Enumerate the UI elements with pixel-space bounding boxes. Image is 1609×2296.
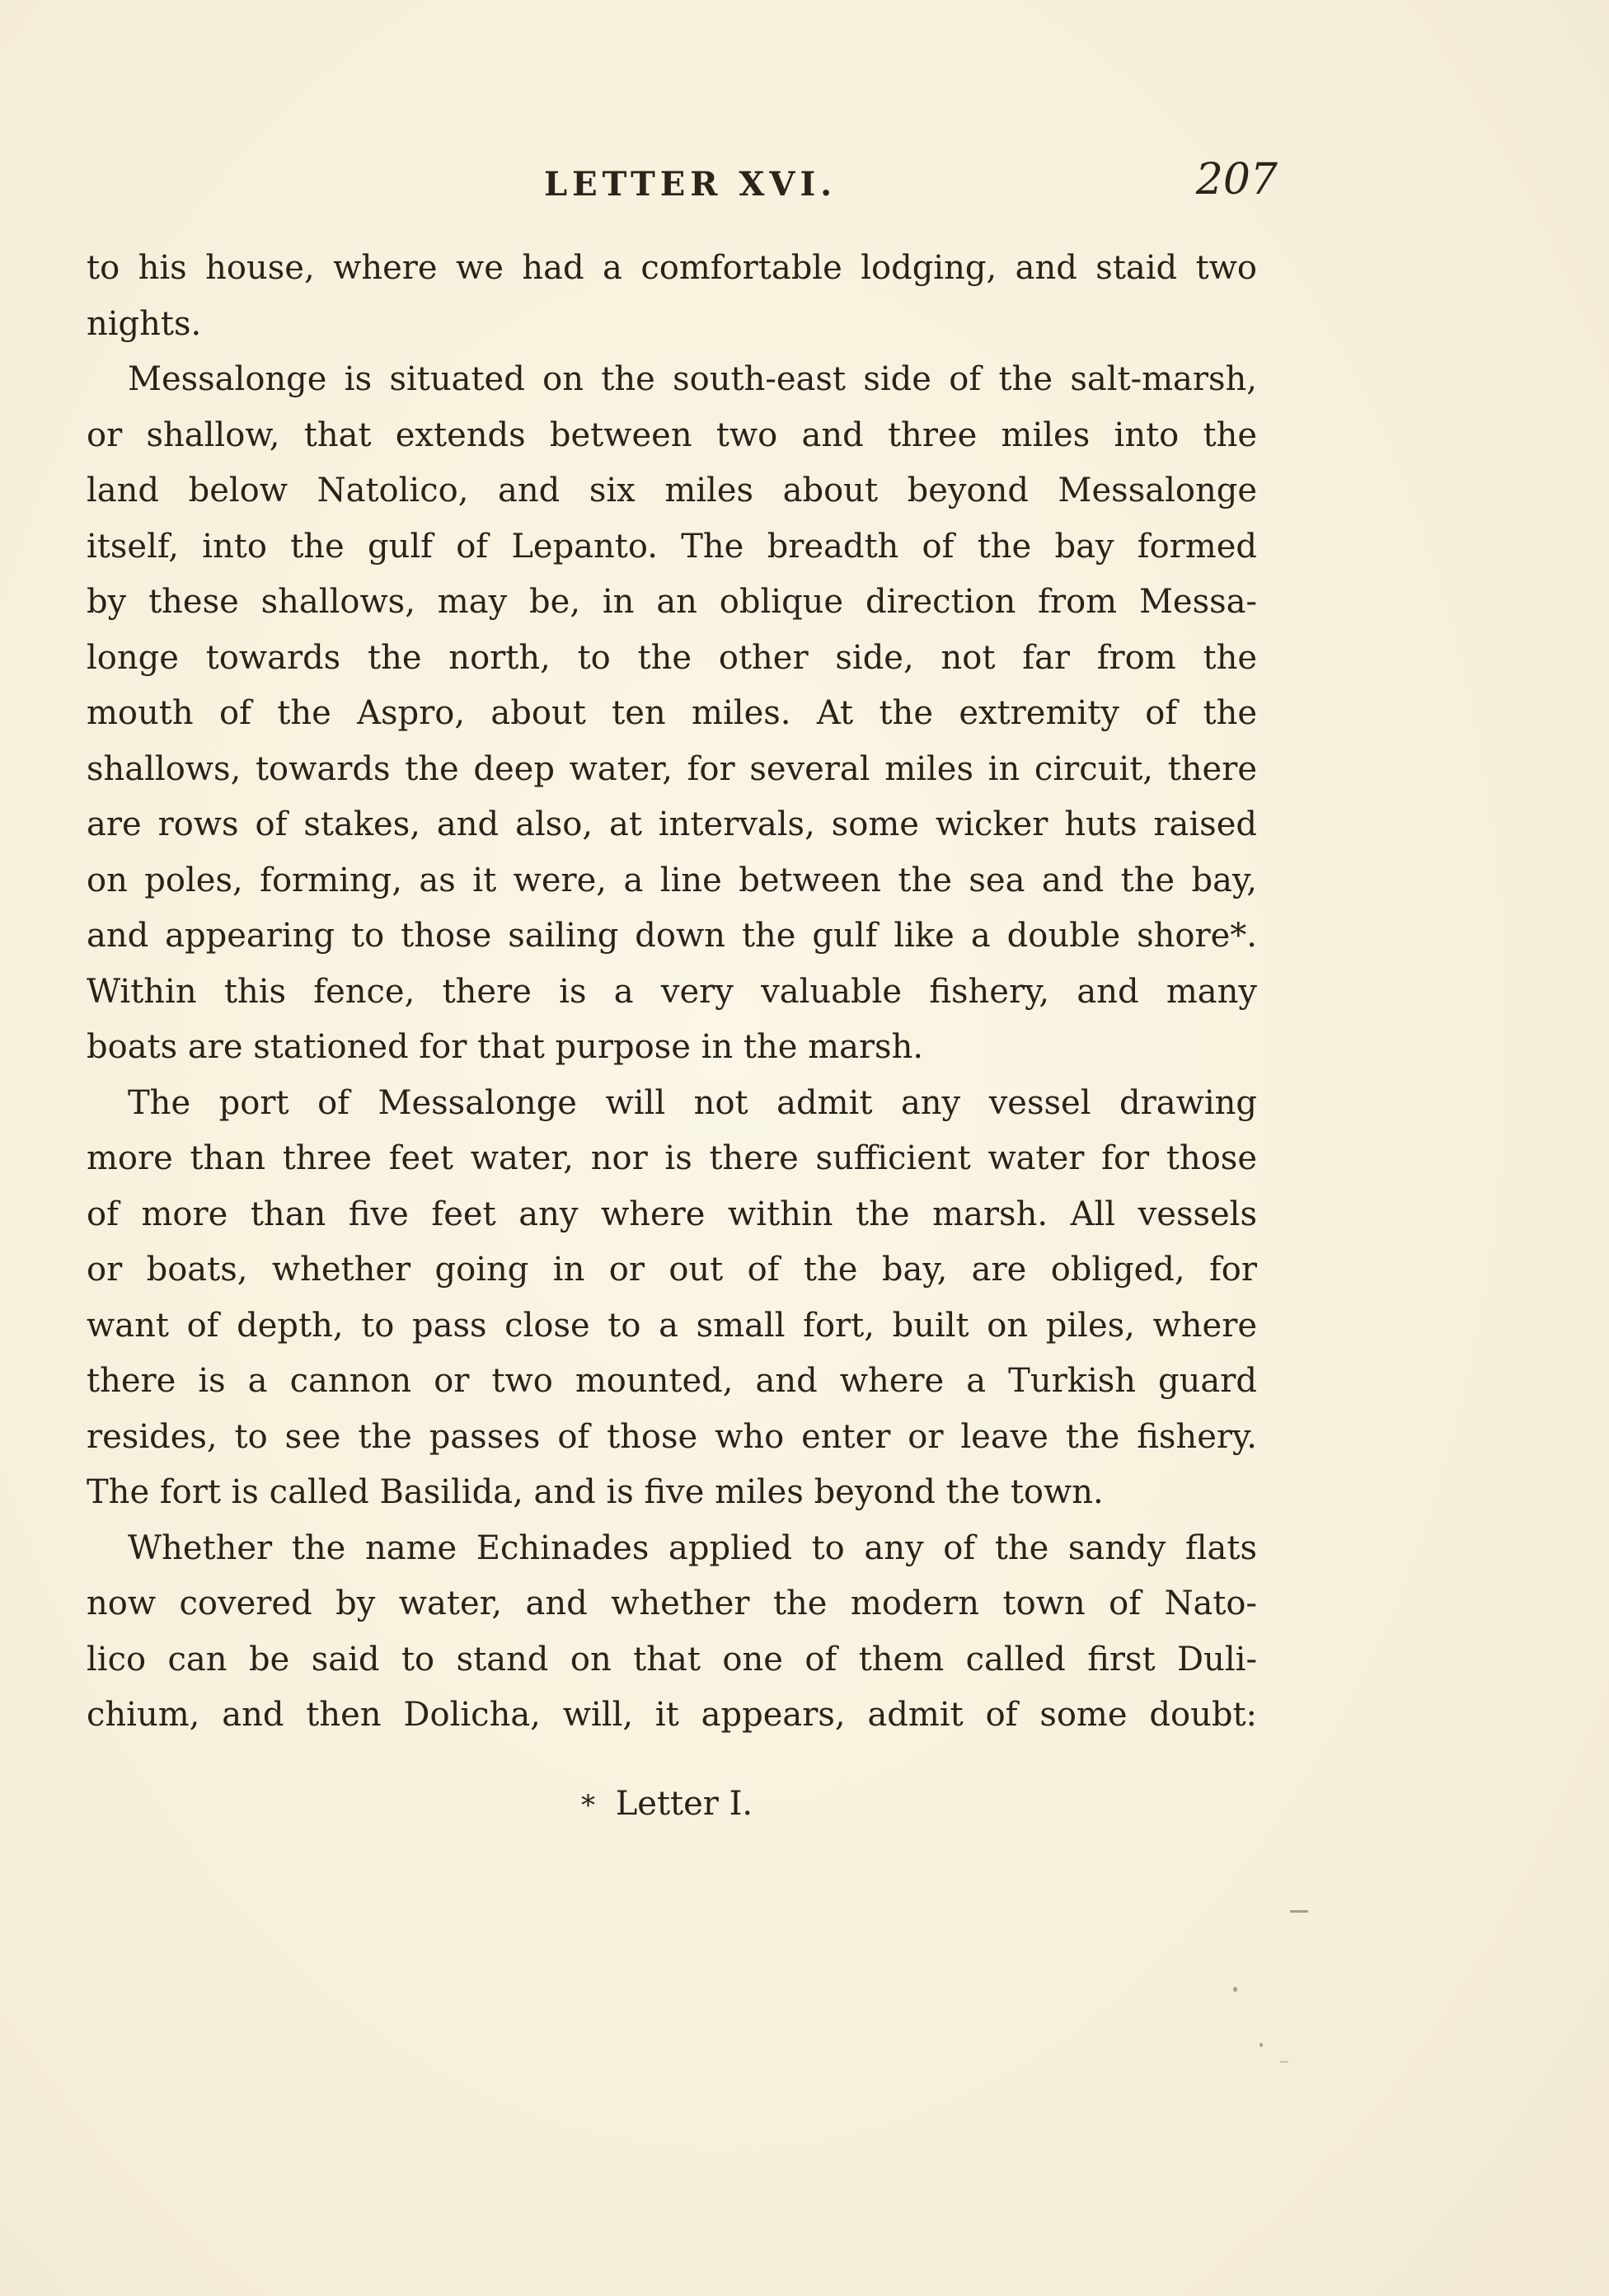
text-line: to his house, where we had a comfortable lodging, and staid two [87,249,1257,287]
text-line: itself, into the gulf of Lepanto. The breadth of the bay formed [87,527,1257,566]
text-line: shallows, towards the deep water, for several miles in circuit, there [87,749,1257,788]
text-line: or shallow, that extends between two and three miles into the [87,416,1257,454]
paper-speck [1260,2043,1263,2047]
text-line: Within this fence, there is a very valuable fishery, and many [87,972,1257,1011]
paper-speck [1290,1910,1308,1913]
paper-speck [1233,1987,1237,1992]
text-line: or boats, whether going in or out of the bay, are obliged, for [87,1251,1257,1289]
footnote-mark: * [581,1789,595,1822]
text-line: by these shallows, may be, in an oblique direction from Messa- [87,583,1257,621]
text-line: want of depth, to pass close to a small fort, built on piles, where [87,1306,1257,1345]
text-line: more than three feet water, nor is there sufficient water for those [87,1139,1257,1177]
text-line: nights. [87,304,202,343]
text-line: The fort is called Basilida, and is five miles beyond the town. [87,1473,1104,1511]
text-line: there is a cannon or two mounted, and where a Turkish guard [87,1362,1257,1400]
text-line: chium, and then Dolicha, will, it appears, admit of some doubt: [87,1696,1257,1734]
running-head: LETTER XVI. [544,165,837,204]
text-line: longe towards the north, to the other side, not far from the [87,638,1257,677]
text-line: on poles, forming, as it were, a line between the sea and the bay, [87,861,1257,899]
body-text [87,241,1257,1744]
text-line: are rows of stakes, and also, at intervals, some wicker huts raised [87,805,1257,843]
footnote [581,1785,753,1823]
footnote-text: Letter I. [615,1785,753,1823]
text-line: Messalonge is situated on the south-east side of the salt-marsh, [128,360,1257,398]
text-line: now covered by water, and whether the modern town of Nato- [87,1585,1257,1622]
page-number: 207 [1195,155,1278,204]
text-line: and appearing to those sailing down the gulf like a double shore*. [87,917,1257,955]
paper-speck [1280,2061,1288,2063]
text-line: lico can be said to stand on that one of them called first Duli- [87,1640,1257,1679]
text-line: mouth of the Aspro, about ten miles. At the extremity of the [87,694,1257,732]
text-line: resides, to see the passes of those who enter or leave the fishery. [87,1417,1257,1456]
text-line: Whether the name Echinades applied to any of the sandy flats [128,1528,1257,1567]
text-line: boats are stationed for that purpose in the marsh. [87,1028,924,1066]
text-line: The port of Messalonge will not admit any vessel drawing [128,1083,1257,1122]
text-line: land below Natolico, and six miles about beyond Messalonge [87,472,1257,509]
page-header [87,155,1278,204]
text-line: of more than five feet any where within the marsh. All vessels [87,1195,1257,1233]
